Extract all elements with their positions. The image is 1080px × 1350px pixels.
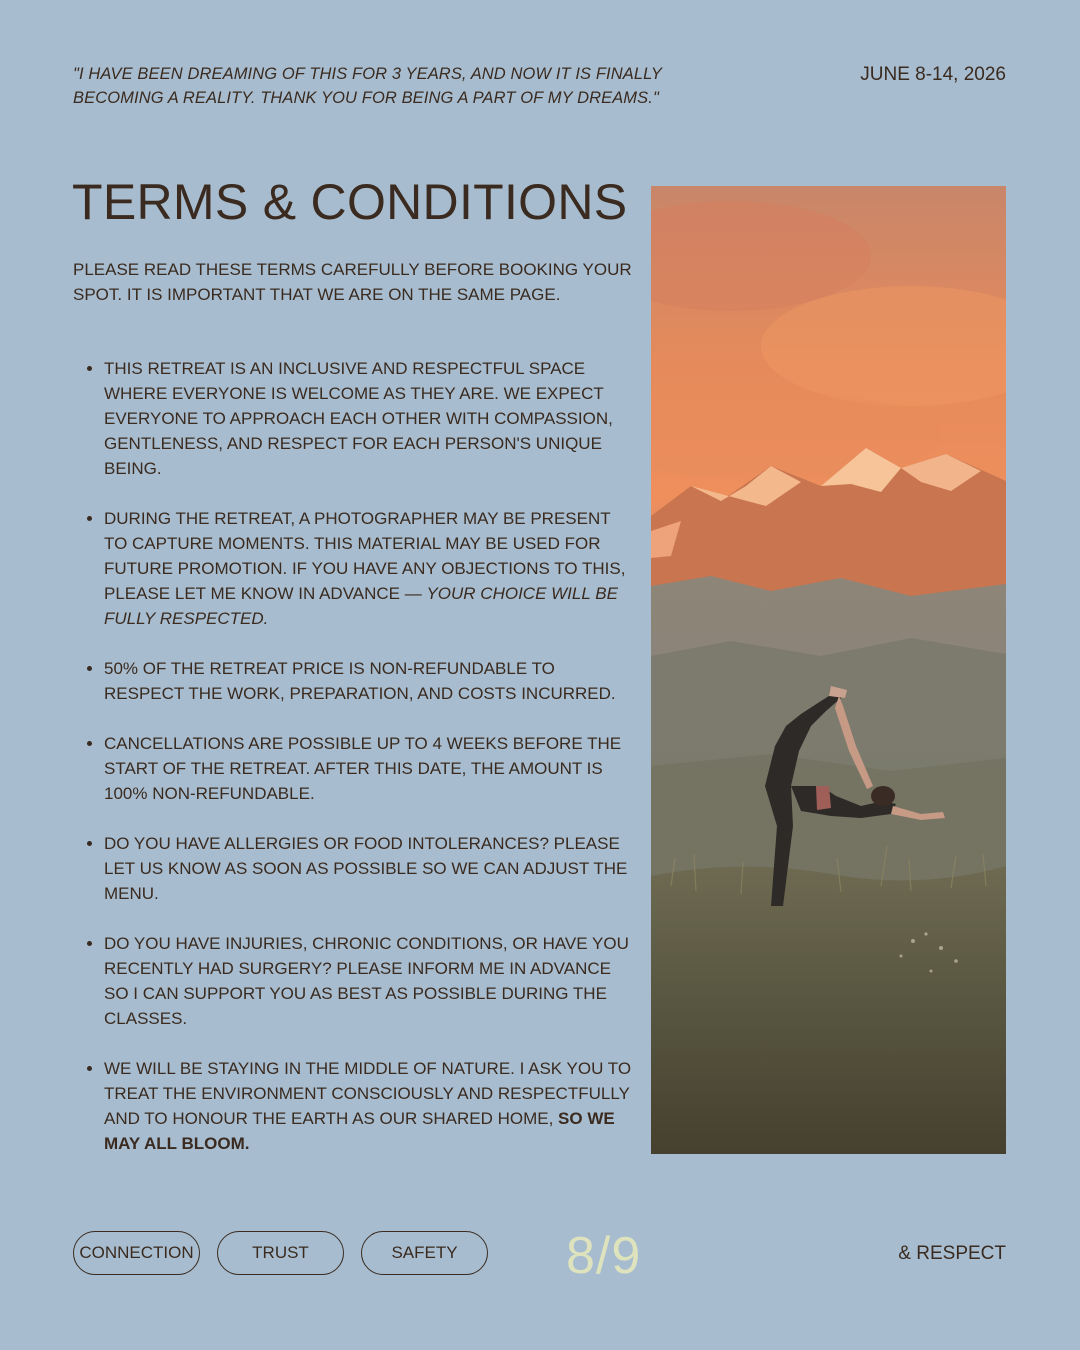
term-item xyxy=(104,1056,633,1156)
tag-safety[interactable]: SAFETY xyxy=(361,1231,488,1275)
tag-connection[interactable]: CONNECTION xyxy=(73,1231,200,1275)
term-item xyxy=(104,356,633,481)
term-item xyxy=(104,931,633,1031)
term-text: THIS RETREAT IS AN INCLUSIVE AND RESPECTFUL SPACE WHERE EVERYONE IS WELCOME AS THEY ARE. WE EXPECT EVERYONE TO APPROACH EACH OTHER WITH COMPASSION, GENTLENESS, AND RESPECT FOR EACH PERSON'S UNIQUE BEING. xyxy=(104,359,613,478)
page-title: TERMS & CONDITIONS xyxy=(72,174,628,230)
respect-text: & RESPECT xyxy=(898,1243,1006,1264)
term-text: CANCELLATIONS ARE POSSIBLE UP TO 4 WEEKS BEFORE THE START OF THE RETREAT. AFTER THIS DATE, THE AMOUNT IS 100% NON-REFUNDABLE. xyxy=(104,734,622,803)
term-item xyxy=(104,656,633,706)
event-date: JUNE 8-14, 2026 xyxy=(860,64,1006,85)
term-text: DO YOU HAVE INJURIES, CHRONIC CONDITIONS, OR HAVE YOU RECENTLY HAD SURGERY? PLEASE INFORM ME IN ADVANCE SO I CAN SUPPORT YOU AS BEST AS POSSIBLE DURING THE CLASSES. xyxy=(104,934,629,1028)
term-text: 50% OF THE RETREAT PRICE IS NON-REFUNDABLE TO RESPECT THE WORK, PREPARATION, AND COSTS INCURRED. xyxy=(104,659,616,703)
terms-list xyxy=(73,356,633,1181)
term-item xyxy=(104,506,633,631)
header-quote: "I HAVE BEEN DREAMING OF THIS FOR 3 YEARS, AND NOW IT IS FINALLY BECOMING A REALITY. THANK YOU FOR BEING A PART OF MY DREAMS." xyxy=(73,65,662,107)
term-item xyxy=(104,831,633,906)
term-text: DO YOU HAVE ALLERGIES OR FOOD INTOLERANCES? PLEASE LET US KNOW AS SOON AS POSSIBLE SO WE CAN ADJUST THE MENU. xyxy=(104,834,628,903)
term-emphasis: YOUR CHOICE WILL BE FULLY RESPECTED. xyxy=(104,584,618,628)
term-strong: SO WE MAY ALL BLOOM. xyxy=(104,1109,615,1153)
value-tags xyxy=(73,1231,488,1275)
term-text: WE WILL BE STAYING IN THE MIDDLE OF NATURE. I ASK YOU TO TREAT THE ENVIRONMENT CONSCIOUSLY AND RESPECTFULLY AND TO HONOUR THE EARTH AS OUR SHARED HOME, xyxy=(104,1059,632,1128)
intro-text: PLEASE READ THESE TERMS CAREFULLY BEFORE BOOKING YOUR SPOT. IT IS IMPORTANT THAT WE ARE ON THE SAME PAGE. xyxy=(73,260,632,304)
yoga-mountain-photo xyxy=(651,186,1006,1154)
tag-trust[interactable]: TRUST xyxy=(217,1231,344,1275)
term-item xyxy=(104,731,633,806)
page-number: 8/9 xyxy=(566,1227,642,1285)
term-text: DURING THE RETREAT, A PHOTOGRAPHER MAY BE PRESENT TO CAPTURE MOMENTS. THIS MATERIAL MAY BE USED FOR FUTURE PROMOTION. IF YOU HAVE ANY OBJECTIONS TO THIS, PLEASE LET ME KNOW IN ADVANCE — xyxy=(104,509,626,603)
